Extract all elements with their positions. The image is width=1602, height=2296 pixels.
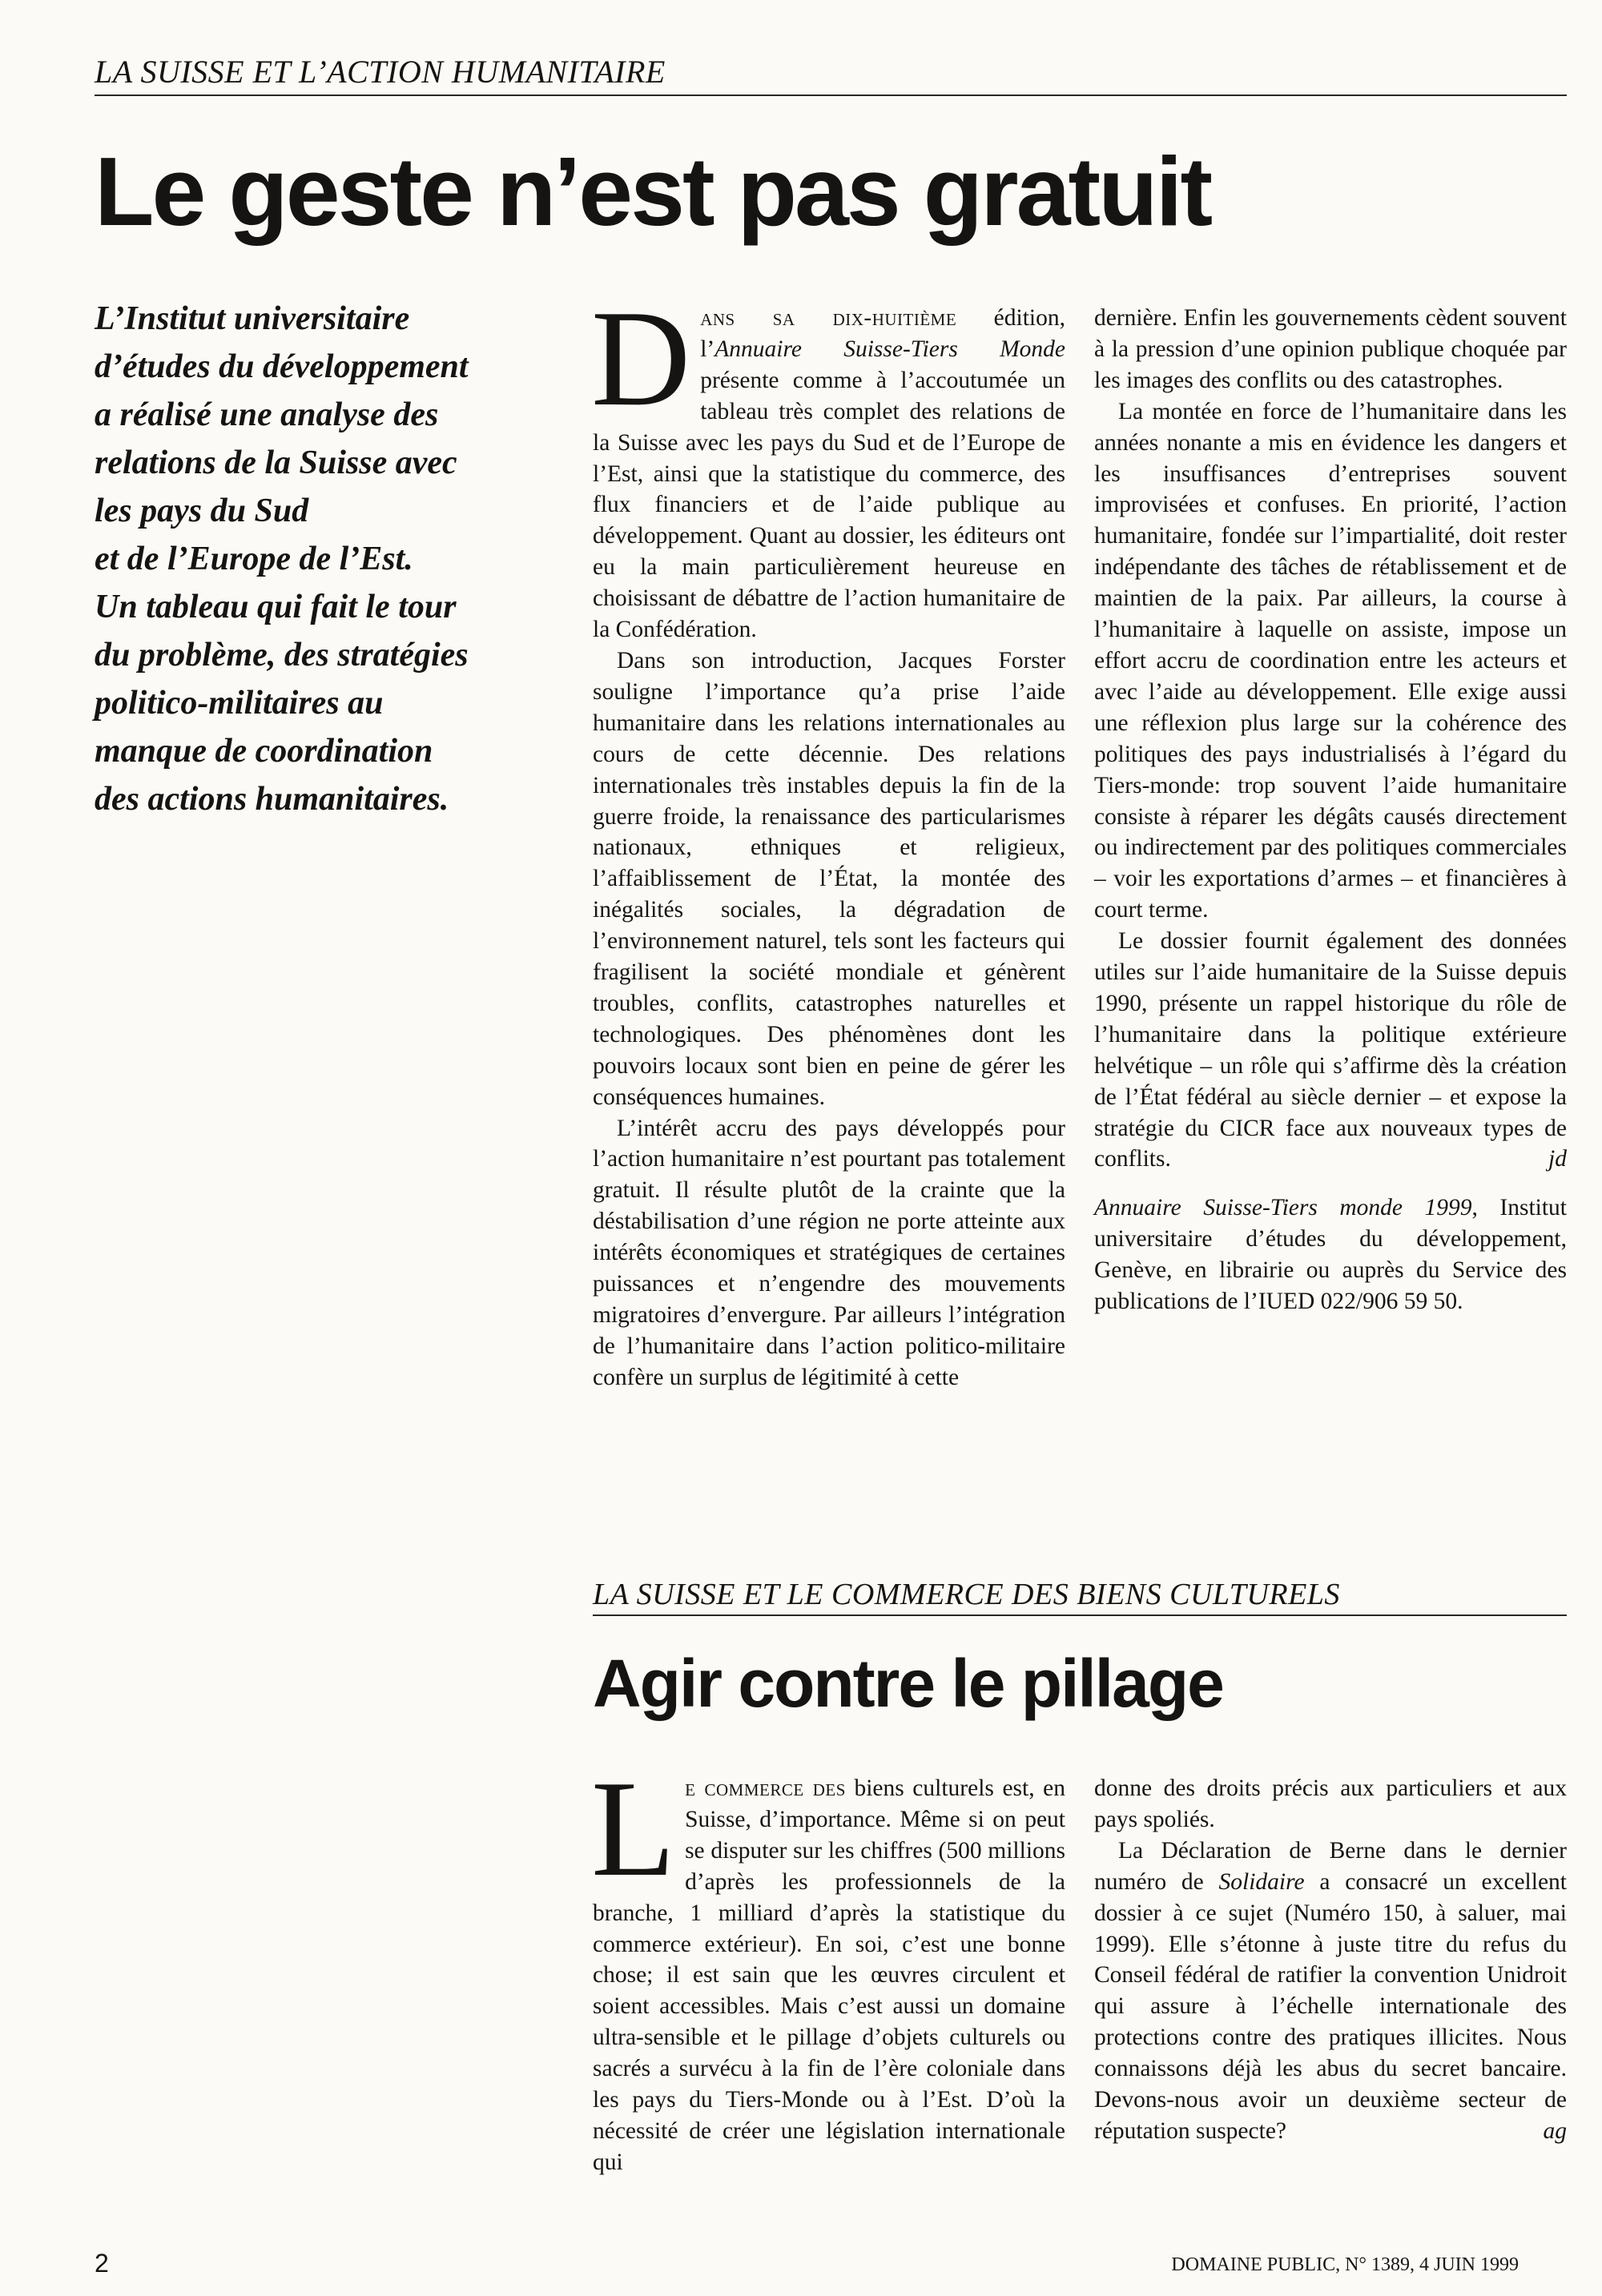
article1-paragraph-2: Dans son introduction, Jacques Forster souligne l’importance qu’a prise l’aide humanitaire dans les relations internationales au cours de cette décennie. Des relations internationales très instables depuis la fin de la guerre froide, la renaissance des particularismes nationaux, ethniques et religieux, l’affaiblissement de l’État, la montée des inégalités sociales, la dégradation de l’environnement naturel, tels sont les facteurs qui fragilisent la société mondiale et génèrent troubles, conflits, catastrophes naturelles et technologiques. Des phénomènes dont les pouvoirs locaux sont bien en peine de gérer les conséquences humaines. xyxy=(593,647,1065,1110)
publication-title-italic: Solidaire xyxy=(1218,1868,1305,1895)
article2-title: Agir contre le pillage xyxy=(593,1646,1223,1721)
lead-line: d’études du développement xyxy=(95,348,469,385)
article1-title: Le geste n’est pas gratuit xyxy=(95,137,1211,246)
lead-line: les pays du Sud xyxy=(95,493,309,529)
small-caps-opening: ans sa dix-huitième xyxy=(700,305,957,331)
article2-paragraph-1 xyxy=(591,1753,1066,2178)
text-run: a consacré un excellent dossier à ce sujet (Numéro 150, à saluer, mai 1999). Elle s’étonne à juste titre du refus du Conseil fédéral de ratifier la convention Unidroit qui assure à l’échelle internationale des protections contre des pratiques illicites. Nous connaissons déjà les abus du secret bancaire. Devons-nous avoir un deuxième secteur de réputation suspecte? xyxy=(1094,1868,1567,2144)
article1-paragraph-4: La montée en force de l’humanitaire dans les années nonante a mis en évidence les dangers et les insuffisances d’entreprises souvent improvisées et confuses. En priorité, l’action humanitaire, fondée sur l’impartialité, doit rester indépendante des tâches de rétablissement et de maintien de la paix. Par ailleurs, la course à l’humanitaire à laquelle on assiste, impose un effort accru de coordination entre les acteurs et avec l’aide au développement. Elle exige aussi une réflexion plus large sur la cohérence des politiques des pays industrialisés à l’égard du Tiers-monde: trop souvent l’aide humanitaire consiste à réparer les dégâts causés directement ou indirectement par des politiques commerciales – voir les exportations d’armes – et financières à court terme. xyxy=(1094,398,1567,923)
article2-kicker: LA SUISSE ET LE COMMERCE DES BIENS CULTURELS xyxy=(593,1578,1340,1611)
article2-paragraph-2 xyxy=(1094,1836,1567,2147)
source-title-italic: Annuaire Suisse-Tiers monde 1999 xyxy=(1094,1195,1472,1221)
lead-line: et de l’Europe de l’Est. xyxy=(95,541,413,577)
article2-dropcap: L xyxy=(591,1753,676,1905)
article2-kicker-rule xyxy=(593,1614,1567,1616)
article1-column-1 xyxy=(591,283,1065,1393)
article1-column-2 xyxy=(1094,303,1567,1317)
lead-line: L’Institut universitaire xyxy=(95,300,410,337)
publication-footer: DOMAINE PUBLIC, N° 1389, 4 JUIN 1999 xyxy=(1171,2254,1519,2275)
lead-line: des actions humanitaires. xyxy=(95,781,449,818)
small-caps-opening: e commerce des xyxy=(685,1775,846,1801)
article1-paragraph-1 xyxy=(591,283,1065,645)
article1-source xyxy=(1094,1192,1567,1317)
text-run: La Déclaration de Berne dans le dernier numéro de xyxy=(1094,1837,1567,1895)
text-run: biens culturels est, en Suisse, d’importance. Même si on peut se disputer sur les chiffres (500 millions d’après les professionnels de la branche, 1 milliard d’après la statistique du commerce extérieur). En soi, c’est une bonne chose; il est sain que les œuvres circulent et soient accessibles. Mais c’est aussi un domaine ultra-sensible et le pillage d’objets culturels ou sacrés a survécu à la fin de l’ère coloniale dans les pays du Tiers-Monde ou à l’Est. D’où la nécessité de créer une législation internationale qui xyxy=(593,1775,1066,2175)
page-number: 2 xyxy=(95,2249,109,2278)
text-run: édition, l’ xyxy=(700,305,1065,362)
article1-paragraph-3: L’intérêt accru des pays développés pour l’action humanitaire n’est pourtant pas totalement gratuit. Il résulte plutôt de la crainte que la déstabilisation d’une région ne porte atteinte aux intérêts économiques et stratégiques de certaines puissances et n’engendre des mouvements migratoires d’envergure. Par ailleurs l’intégration de l’humanitaire dans l’action politico-militaire confère un surplus de légitimité à cette xyxy=(593,1115,1065,1390)
lead-line: a réalisé une analyse des xyxy=(95,396,439,433)
article1-kicker-rule xyxy=(95,94,1567,96)
article2-signature: ag xyxy=(1543,2117,1567,2144)
article1-dropcap: D xyxy=(591,283,691,435)
text-run: Le dossier fournit également des données utiles sur l’aide humanitaire de la Suisse depuis 1990, présente un rappel historique du rôle de l’humanitaire dans la politique extérieure helvétique – un rôle qui s’affirme dès la création de l’État fédéral au siècle dernier – et expose la stratégie du CICR face aux nouveaux types de conflits. xyxy=(1094,928,1567,1172)
lead-line: du problème, des stratégies xyxy=(95,637,469,674)
lead-line: manque de coordination xyxy=(95,733,433,770)
publication-title-italic: Annuaire Suisse-Tiers Monde xyxy=(714,336,1065,362)
lead-line: relations de la Suisse avec xyxy=(95,444,457,481)
article1-paragraph-3-continued: dernière. Enfin les gouvernements cèdent souvent à la pression d’une opinion publique choquée par les images des conflits ou des catastrophes. xyxy=(1094,305,1567,393)
article2-column-1 xyxy=(591,1753,1066,2178)
text-run: présente comme à l’accoutumée un tableau très complet des relations de la Suisse avec les pays du Sud et de l’Europe de l’Est, ainsi que la statistique du commerce, des flux financiers et de l’aide publique au développement. Quant au dossier, les éditeurs ont eu la main particulièrement heureuse en choisissant de débattre de l’action humanitaire de la Confédération. xyxy=(593,367,1065,643)
article1-kicker: LA SUISSE ET L’ACTION HUMANITAIRE xyxy=(95,54,666,90)
lead-line: Un tableau qui fait le tour xyxy=(95,589,457,625)
article1-lead xyxy=(95,295,575,823)
article1-signature: jd xyxy=(1548,1146,1567,1172)
article2-column-2 xyxy=(1094,1773,1567,2147)
text-run: , Institut universitaire d’études du développement, Genève, en librairie ou auprès du Service des publications de l’IUED 022/906 59 50. xyxy=(1094,1195,1567,1315)
article1-paragraph-5 xyxy=(1094,926,1567,1175)
lead-line: politico-militaires au xyxy=(95,685,384,722)
article2-paragraph-1-continued: donne des droits précis aux particuliers et aux pays spoliés. xyxy=(1094,1775,1567,1832)
